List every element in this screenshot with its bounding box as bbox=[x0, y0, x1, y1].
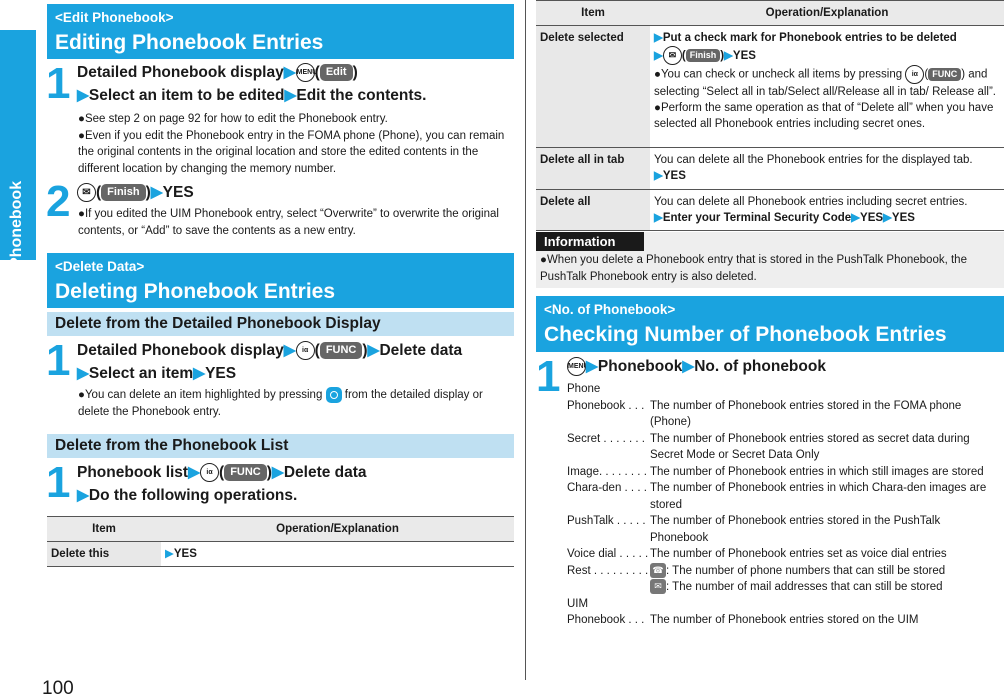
list-item bbox=[567, 579, 1004, 596]
table-header-item: Item bbox=[536, 1, 650, 26]
check-section-title: Checking Number of Phonebook Entries bbox=[544, 323, 947, 346]
list-key: Phonebook . . . bbox=[567, 399, 645, 412]
check-section-header bbox=[536, 296, 1004, 352]
step-number: 1 bbox=[46, 458, 71, 507]
table-cell-item: Delete all in tab bbox=[536, 148, 650, 190]
step-text: Do the following operations. bbox=[88, 487, 298, 504]
op-text: YES bbox=[662, 170, 686, 182]
step-text: Phonebook list bbox=[77, 464, 189, 481]
table-row bbox=[536, 26, 1004, 148]
step-text: Delete data bbox=[379, 342, 463, 359]
mail-key-icon: ✉ bbox=[77, 183, 96, 202]
note: ●See step 2 on page 92 for how to edit the Phonebook entry. bbox=[78, 113, 388, 125]
edit-step2: ✉ ( Finish )▶YES bbox=[77, 181, 194, 204]
table-cell-item: Delete this bbox=[47, 542, 161, 567]
list-key: Rest . . . . . . . . . bbox=[567, 564, 649, 577]
edit-step1: Detailed Phonebook display▶MENU( Edit ) ▶Select an item to be edited▶Edit the contents. bbox=[77, 64, 427, 104]
delete-section-tag: <Delete Data> bbox=[55, 259, 145, 274]
delete-note bbox=[78, 387, 516, 420]
table-cell-op: YES bbox=[173, 548, 197, 560]
op-text: YES bbox=[860, 212, 884, 224]
note: and selecting “Select all in tab/Select all/Release all in tab/ Release all”. bbox=[654, 68, 996, 98]
list-group-header: Phone bbox=[567, 383, 601, 395]
list-value: The number of Phonebook entries stored as secret data during bbox=[650, 432, 970, 445]
table-cell-item: Delete all bbox=[536, 190, 650, 231]
subheader-phonebook-list: Delete from the Phonebook List bbox=[47, 434, 514, 458]
list-item bbox=[567, 480, 1004, 497]
list-item bbox=[567, 563, 1004, 580]
center-key-icon bbox=[326, 387, 342, 403]
i-alpha-key-icon: iα bbox=[905, 65, 924, 84]
menu-key-icon: MENU bbox=[567, 357, 586, 376]
list-item bbox=[567, 464, 1004, 481]
mail-icon: ✉ bbox=[650, 579, 666, 594]
list-value: The number of Phonebook entries stored in the FOMA phone bbox=[650, 399, 962, 412]
right-operations-table bbox=[536, 0, 1004, 231]
list-value: The number of Phonebook entries stored on the UIM bbox=[650, 614, 919, 626]
count-list bbox=[567, 381, 1004, 629]
list-item bbox=[567, 513, 1004, 530]
list-value: stored bbox=[650, 498, 682, 511]
list-group-header: UIM bbox=[567, 597, 589, 610]
delete-section-title: Deleting Phonebook Entries bbox=[55, 280, 336, 303]
step-text: YES bbox=[205, 365, 237, 382]
table-cell-item: Delete selected bbox=[536, 26, 650, 148]
list-key: Phonebook . . . bbox=[567, 614, 645, 626]
list-key: Chara-den . . . . bbox=[567, 482, 647, 494]
list-key: Voice dial . . . . . bbox=[567, 548, 649, 560]
func-soft-key: FUNC bbox=[928, 68, 961, 81]
list-item bbox=[567, 431, 1004, 448]
table-row: Delete all in tab You can delete all the Phonebook entries for the displayed tab. ▶YES bbox=[536, 148, 1004, 190]
func-soft-key: FUNC bbox=[320, 342, 363, 359]
list-key: PushTalk . . . . . bbox=[567, 515, 646, 527]
information-label: Information bbox=[536, 232, 644, 251]
step-number: 2 bbox=[46, 177, 71, 226]
list-value: : The number of phone numbers that can still be stored bbox=[666, 564, 946, 577]
list-item bbox=[567, 546, 1004, 563]
side-tab bbox=[0, 30, 36, 268]
step-number: 1 bbox=[536, 352, 561, 401]
step-text: Phonebook bbox=[597, 358, 683, 375]
subheader-detailed-display: Delete from the Detailed Phonebook Display bbox=[47, 312, 514, 336]
op-text: Enter your Terminal Security Code bbox=[662, 212, 852, 224]
note: ●You can check or uncheck all items by pressing bbox=[654, 68, 903, 81]
list-key: Image. . . . . . . . bbox=[567, 465, 647, 478]
step-number: 1 bbox=[46, 336, 71, 385]
i-alpha-key-icon: iα bbox=[296, 341, 315, 360]
delete-section-header bbox=[47, 253, 514, 308]
op-text: You can delete all the Phonebook entries for the displayed tab. bbox=[654, 154, 973, 166]
left-operations-table bbox=[47, 516, 514, 567]
column-divider bbox=[525, 0, 526, 680]
table-header-op: Operation/Explanation bbox=[161, 517, 514, 542]
edit-notes bbox=[78, 111, 516, 177]
step-number: 1 bbox=[46, 59, 71, 108]
table-row: Delete this ▶YES bbox=[47, 542, 514, 567]
list-item bbox=[567, 612, 1004, 629]
edit-soft-key: Edit bbox=[320, 64, 353, 81]
func-soft-key: FUNC bbox=[224, 464, 267, 481]
list-value: The number of Phonebook entries set as voice dial entries bbox=[650, 548, 947, 560]
list-item bbox=[567, 398, 1004, 415]
op-text: YES bbox=[732, 49, 756, 62]
step-text: Select an item bbox=[88, 365, 194, 382]
finish-soft-key: Finish bbox=[686, 49, 721, 62]
edit-section-header bbox=[47, 4, 514, 59]
list-value: The number of Phonebook entries in which Chara-den images are bbox=[650, 482, 987, 494]
list-value: Secret Mode or Secret Data Only bbox=[650, 449, 820, 461]
check-step: MENU▶Phonebook▶No. of phonebook bbox=[568, 358, 826, 375]
information-text: ●When you delete a Phonebook entry that is stored in the PushTalk Phonebook, the PushTalk Phonebook entry is also deleted. bbox=[540, 254, 967, 283]
delete-step1: Detailed Phonebook display▶ iα ( FUNC )▶Delete data ▶Select an item▶YES bbox=[77, 342, 463, 382]
information-box bbox=[536, 232, 1004, 288]
side-tab-label: Phonebook bbox=[8, 180, 25, 268]
note: ●If you edited the UIM Phonebook entry, select “Overwrite” to overwrite the original contents, or “Add” to save the contents as a new entry. bbox=[78, 208, 499, 237]
note: ●Perform the same operation as that of “Delete all” when you have selected all Phonebook entries including secret ones. bbox=[654, 102, 994, 130]
edit-section-tag: <Edit Phonebook> bbox=[55, 10, 174, 25]
note: ●Even if you edit the Phonebook entry in the FOMA phone (Phone), you can remain the original contents in the original location and store the edited contents in the different location by changing the memory number. bbox=[78, 129, 505, 175]
table-row: Delete all You can delete all Phonebook entries including secret entries. ▶Enter your Terminal Security Code▶YES▶YES bbox=[536, 190, 1004, 231]
op-text: YES bbox=[891, 212, 915, 224]
table-cell-op: ▶Put a check mark for Phonebook entries to be deleted ▶ ✉ ( Finish )▶YES ●You can check or uncheck all items by pressing iα ( FUNC ) and selecting “Select all in tab/Select all/Release all in tab/ Release all”. ●Perform the same operation as that of “Delete all” when you have selected all Phonebook entries including secret ones. bbox=[654, 32, 996, 130]
table-header-item: Item bbox=[47, 517, 161, 542]
note: ●You can delete an item highlighted by pressing bbox=[78, 389, 323, 402]
step-text: Select an item to be edited bbox=[88, 87, 285, 104]
edit-section-title: Editing Phonebook Entries bbox=[55, 31, 324, 54]
step-text: Detailed Phonebook display bbox=[77, 64, 284, 81]
menu-key-icon: MENU bbox=[296, 63, 315, 82]
step-text: Delete data bbox=[283, 464, 367, 481]
table-header-op: Operation/Explanation bbox=[650, 1, 1004, 26]
page-number: 100 bbox=[42, 678, 74, 699]
mail-key-icon: ✉ bbox=[663, 46, 682, 65]
step-text: YES bbox=[162, 184, 194, 201]
list-key: Secret . . . . . . . bbox=[567, 432, 645, 445]
note: from the detailed display or delete the Phonebook entry. bbox=[78, 389, 483, 418]
step-text: No. of phonebook bbox=[694, 358, 826, 375]
list-value: The number of Phonebook entries in which still images are stored bbox=[650, 465, 984, 478]
i-alpha-key-icon: iα bbox=[200, 463, 219, 482]
list-value: Phonebook bbox=[650, 531, 709, 544]
list-value: The number of Phonebook entries stored in the PushTalk bbox=[650, 515, 941, 527]
check-section-tag: <No. of Phonebook> bbox=[544, 302, 676, 317]
op-text: Put a check mark for Phonebook entries to be deleted bbox=[662, 32, 957, 44]
edit-notes2 bbox=[78, 206, 516, 239]
delete-step2: Phonebook list▶ iα ( FUNC )▶Delete data ▶Do the following operations. bbox=[77, 464, 367, 504]
list-value: : The number of mail addresses that can still be stored bbox=[666, 581, 943, 593]
phone-icon: ☎ bbox=[650, 563, 666, 578]
list-value: (Phone) bbox=[650, 416, 691, 428]
op-text: You can delete all Phonebook entries including secret entries. bbox=[654, 196, 968, 208]
step-text: Detailed Phonebook display bbox=[77, 342, 284, 359]
step-text: Edit the contents. bbox=[296, 87, 427, 104]
finish-soft-key: Finish bbox=[101, 184, 145, 201]
